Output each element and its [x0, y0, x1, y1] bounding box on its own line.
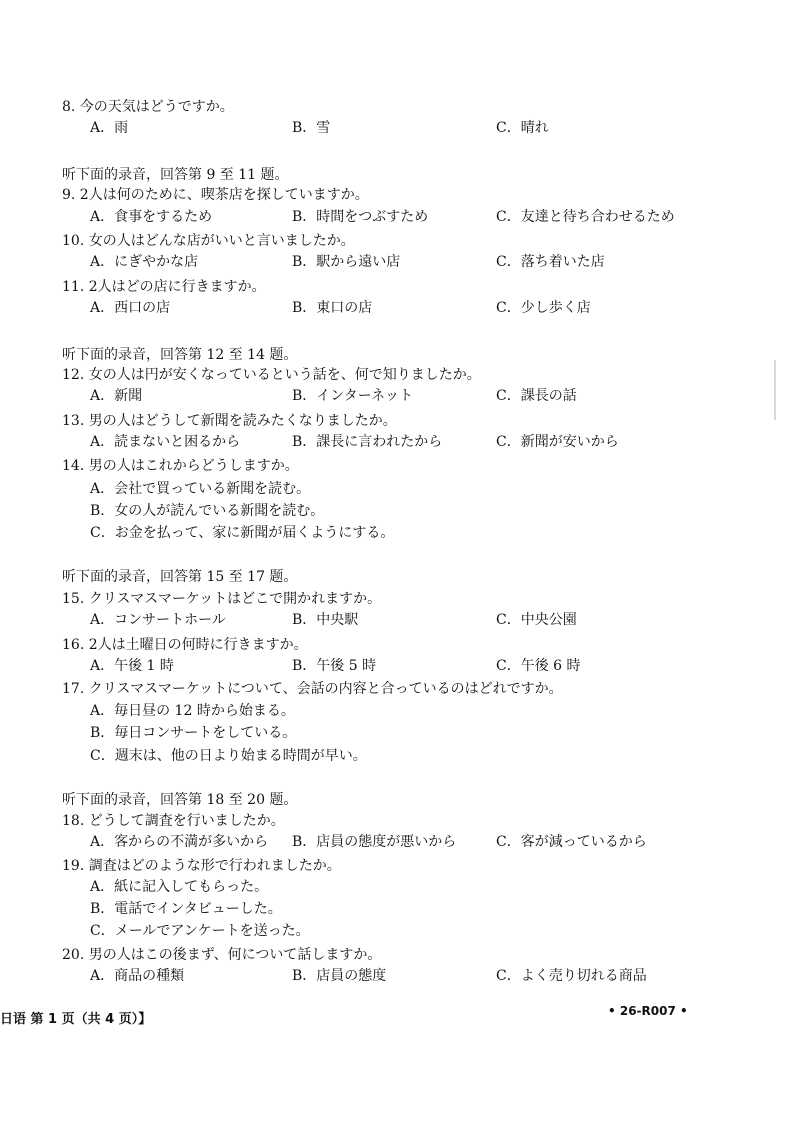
answer-option: A．食事をするため: [90, 209, 213, 225]
answer-option: C．友達と待ち合わせるため: [496, 209, 675, 225]
section-heading: 听下面的录音，回答第 15 至 17 题。: [62, 569, 298, 585]
question-text: 15. クリスマスマーケットはどこで開かれますか。: [62, 591, 382, 607]
question-text: 16. 2人は土曜日の何時に行きますか。: [62, 637, 308, 653]
answer-option: B．インターネット: [292, 388, 414, 404]
answer-option: B．毎日コンサートをしている。: [90, 725, 297, 741]
answer-option: B．電話でインタビューした。: [90, 901, 282, 917]
answer-option: A．紙に記入してもらった。: [90, 879, 269, 895]
answer-option: C．よく売り切れる商品: [496, 968, 647, 984]
scan-artifact-line: [774, 360, 776, 420]
answer-option: A．午後 1 時: [90, 658, 174, 674]
answer-option: A．読まないと困るから: [90, 434, 241, 450]
question-text: 17. クリスマスマーケットについて、会話の内容と合っているのはどれですか。: [62, 681, 563, 697]
answer-option: A．会社で買っている新聞を読む。: [90, 481, 311, 497]
answer-option: B．時間をつぶすため: [292, 209, 429, 225]
answer-option: C．週末は、他の日より始まる時間が早い。: [90, 748, 367, 764]
question-text: 14. 男の人はこれからどうしますか。: [62, 458, 299, 474]
answer-option: C．午後 6 時: [496, 658, 581, 674]
question-text: 20. 男の人はこの後まず、何について話しますか。: [62, 947, 382, 963]
answer-option: B．課長に言われたから: [292, 434, 443, 450]
answer-option: B．中央駅: [292, 612, 359, 628]
answer-option: A．西口の店: [90, 300, 171, 316]
answer-option: C．新聞が安いから: [496, 434, 619, 450]
question-text: 19. 調査はどのような形で行われましたか。: [62, 858, 341, 874]
answer-option: B．駅から遠い店: [292, 254, 401, 270]
question-text: 9. 2人は何のために、喫茶店を探していますか。: [62, 187, 369, 203]
footer-code: • 26-R007 •: [608, 1004, 688, 1018]
answer-option: C．メールでアンケートを送った。: [90, 923, 310, 939]
answer-option: A．にぎやかな店: [90, 254, 199, 270]
answer-option: A．客からの不満が多いから: [90, 834, 269, 850]
answer-option: A．雨: [90, 120, 129, 136]
answer-option: C．お金を払って、家に新聞が届くようにする。: [90, 525, 395, 541]
question-text: 18. どうして調査を行いましたか。: [62, 813, 285, 829]
answer-option: C．落ち着いた店: [496, 254, 605, 270]
answer-option: B．店員の態度: [292, 968, 387, 984]
section-heading: 听下面的录音，回答第 9 至 11 题。: [62, 167, 289, 183]
answer-option: A．コンサートホール: [90, 612, 226, 628]
question-text: 12. 女の人は円が安くなっているという話を、何で知りましたか。: [62, 367, 481, 383]
question-text: 8. 今の天気はどうですか。: [62, 99, 234, 115]
answer-option: B．東口の店: [292, 300, 373, 316]
answer-option: B．女の人が読んでいる新聞を読む。: [90, 503, 325, 519]
answer-option: C．少し歩く店: [496, 300, 591, 316]
answer-option: B．午後 5 時: [292, 658, 377, 674]
footer-page-label: 日语 第 1 页（共 4 页）】: [0, 1012, 152, 1027]
answer-option: C．晴れ: [496, 120, 549, 136]
question-text: 10. 女の人はどんな店がいいと言いましたか。: [62, 233, 355, 249]
question-text: 13. 男の人はどうして新聞を読みたくなりましたか。: [62, 413, 397, 429]
answer-option: C．課長の話: [496, 388, 577, 404]
question-text: 11. 2人はどの店に行きますか。: [62, 279, 266, 295]
answer-option: A．新聞: [90, 388, 143, 404]
answer-option: A．商品の種類: [90, 968, 185, 984]
section-heading: 听下面的录音，回答第 12 至 14 题。: [62, 347, 298, 363]
section-heading: 听下面的录音，回答第 18 至 20 题。: [62, 792, 298, 808]
answer-option: B．雪: [292, 120, 331, 136]
answer-option: A．毎日昼の 12 時から始まる。: [90, 703, 295, 719]
answer-option: C．中央公園: [496, 612, 577, 628]
answer-option: B．店員の態度が悪いから: [292, 834, 457, 850]
answer-option: C．客が減っているから: [496, 834, 647, 850]
